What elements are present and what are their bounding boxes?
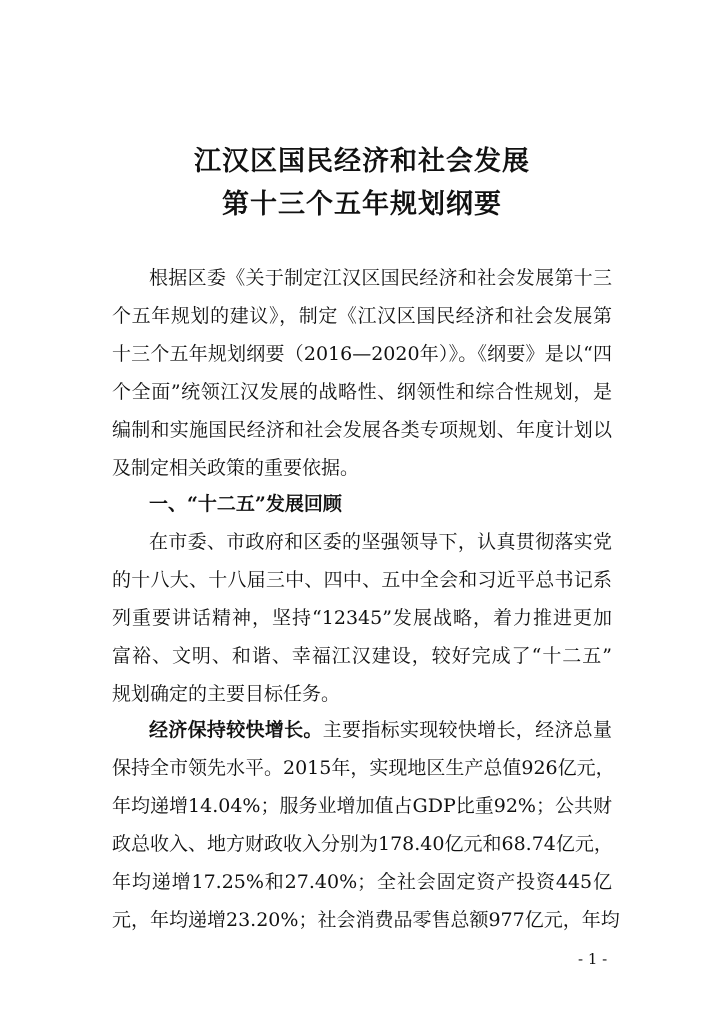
- section-heading: 一、“十二五”发展回顾: [149, 493, 342, 515]
- economy-line: 保持全市领先水平。2015年，实现地区生产总值926亿元，: [112, 757, 615, 779]
- intro-line: 十三个五年规划纲要（2016—2020年）》。《纲要》是以“四: [112, 343, 612, 365]
- economy-line: 年均递增14.04%；服务业增加值占GDP比重92%；公共财: [112, 795, 612, 817]
- section1-line: 规划确定的主要目标任务。: [112, 683, 341, 705]
- intro-line: 根据区委《关于制定江汉区国民经济和社会发展第十三: [149, 267, 612, 289]
- economy-line: 元，年均递增23.20%；社会消费品零售总额977亿元，年均: [112, 909, 620, 931]
- section1-line: 列重要讲话精神，坚持“12345”发展战略，着力推进更加: [112, 607, 612, 629]
- economy-line: 年均递增17.25%和27.40%；全社会固定资产投资445亿: [112, 871, 612, 893]
- document-title-line-1: 江汉区国民经济和社会发展: [194, 146, 530, 177]
- section1-line: 富裕、文明、和谐、幸福江汉建设，较好完成了“十二五”: [112, 645, 612, 667]
- economy-first-rest: 主要指标实现较快增长，经济总量: [322, 719, 612, 741]
- intro-line: 个全面”统领江汉发展的战略性、纲领性和综合性规划，是: [112, 381, 612, 403]
- document-title-line-2: 第十三个五年规划纲要: [222, 189, 502, 220]
- intro-line: 个五年规划的建议》，制定《江汉区国民经济和社会发展第: [112, 305, 612, 327]
- page-number: - 1 -: [578, 950, 608, 968]
- intro-line: 及制定相关政策的重要依据。: [112, 457, 360, 479]
- intro-line: 编制和实施国民经济和社会发展各类专项规划、年度计划以: [112, 419, 612, 441]
- section1-line: 在市委、市政府和区委的坚强领导下，认真贯彻落实党: [149, 531, 612, 553]
- economy-first-line: [149, 717, 612, 743]
- economy-line: 政总收入、地方财政收入分别为178.40亿元和68.74亿元，: [112, 833, 613, 855]
- economy-bold-lead: 经济保持较快增长。: [149, 719, 323, 741]
- section1-line: 的十八大、十八届三中、四中、五中全会和习近平总书记系: [112, 569, 612, 591]
